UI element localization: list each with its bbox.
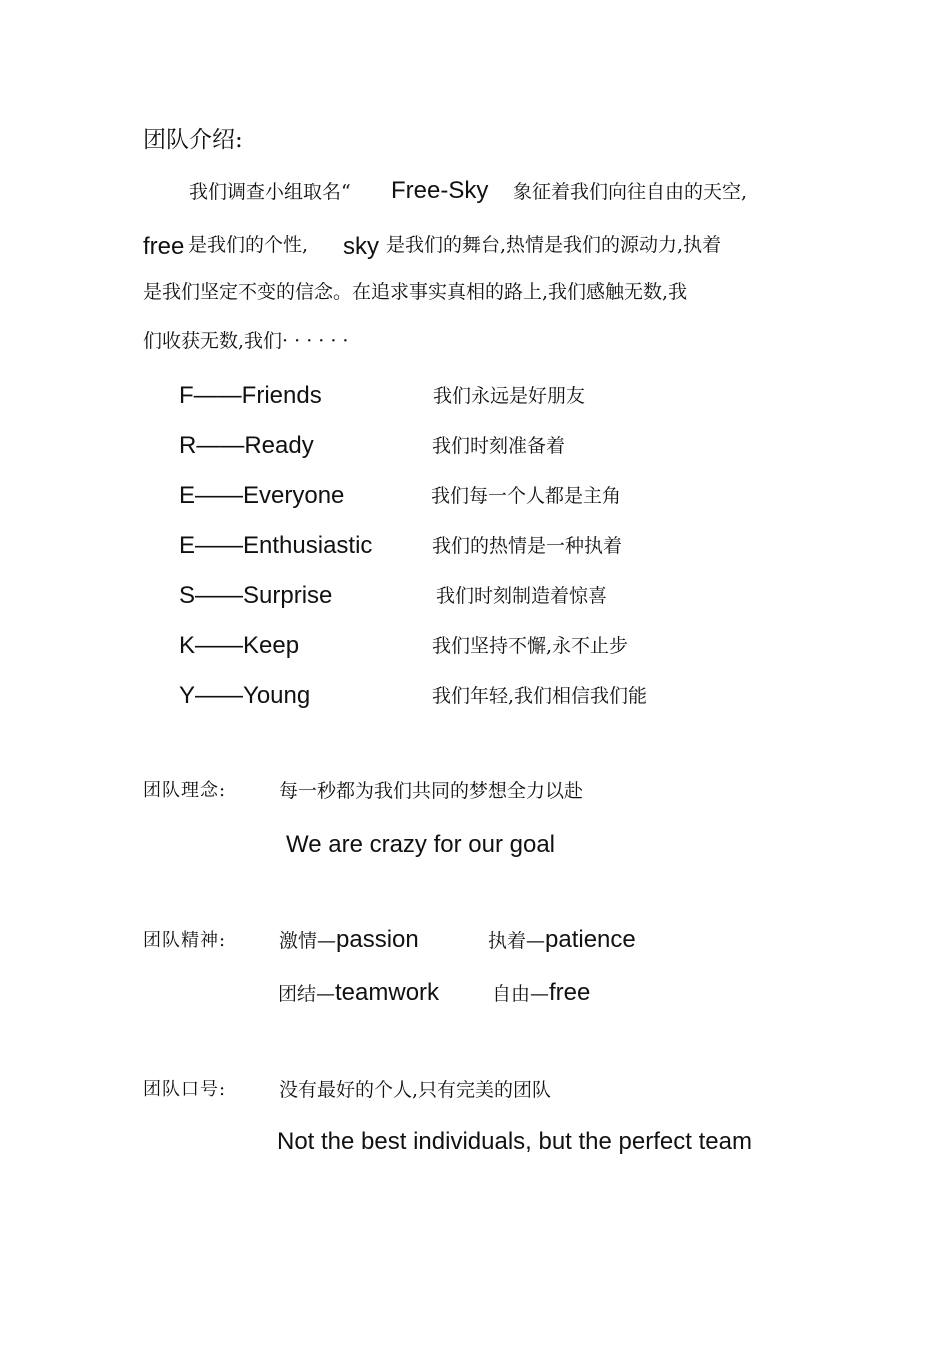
acrostic-row [179,534,372,558]
spirit-item-cn: 执着— [488,930,546,952]
slogan-value-en: Not the best individuals, but the perfect team [277,1128,752,1155]
free-word: free [143,233,185,260]
acrostic-meaning: 我们年轻,我们相信我们能 [432,685,648,707]
acrostic-dash: —— [195,582,244,609]
acrostic-letter: E [179,482,196,509]
team-name: Free-Sky [391,177,489,204]
acrostic-dash: —— [195,482,244,509]
intro-line2-end: 是我们的舞台,热情是我们的源动力,执着 [386,234,722,256]
acrostic-dash: —— [195,682,244,709]
acrostic-word: Enthusiastic [243,532,373,559]
spirit-item [279,928,419,952]
acrostic-meaning: 我们坚持不懈,永不止步 [432,635,629,657]
intro-line1-start: 我们调查小组取名“ [189,181,351,203]
acrostic-meaning: 我们时刻准备着 [432,435,566,457]
spirit-item [488,928,636,952]
spirit-item-cn: 自由— [492,983,550,1005]
acrostic-word: Ready [244,432,314,459]
acrostic-meaning: 我们永远是好朋友 [433,385,586,407]
sky-word: sky [343,233,379,260]
slogan-label: 团队口号: [143,1079,227,1100]
intro-line4: 们收获无数,我们· · · · · · [143,330,349,352]
spirit-item-en: teamwork [335,979,440,1006]
acrostic-dash: —— [193,382,242,409]
acrostic-meaning: 我们时刻制造着惊喜 [436,585,608,607]
slogan-value-cn: 没有最好的个人,只有完美的团队 [279,1079,552,1101]
intro-line3: 是我们坚定不变的信念。在追求事实真相的路上,我们感触无数,我 [143,281,688,303]
acrostic-row [179,684,310,708]
acrostic-dash: —— [195,632,244,659]
acrostic-word: Surprise [243,582,333,609]
acrostic-dash: —— [196,432,245,459]
acrostic-letter: Y [179,682,196,709]
acrostic-meaning: 我们每一个人都是主角 [431,485,622,507]
acrostic-letter: S [179,582,196,609]
acrostic-letter: K [179,632,196,659]
acrostic-row [179,484,344,508]
acrostic-word: Young [243,682,311,709]
spirit-item-cn: 团结— [278,983,336,1005]
intro-line2-start: 是我们的个性, [188,234,309,256]
philosophy-value-cn: 每一秒都为我们共同的梦想全力以赴 [279,780,584,802]
acrostic-word: Keep [243,632,300,659]
acrostic-dash: —— [195,532,244,559]
acrostic-word: Friends [241,382,322,409]
spirit-item [278,981,439,1005]
acrostic-row [179,384,322,408]
spirit-item-en: free [549,979,591,1006]
acrostic-letter: F [179,382,194,409]
intro-line1-end: 象征着我们向往自由的天空, [513,181,748,203]
philosophy-label: 团队理念: [143,780,227,801]
spirit-item-en: patience [545,926,636,953]
spirit-item-en: passion [336,926,419,953]
spirit-item-cn: 激情— [279,930,337,952]
acrostic-row [179,434,314,458]
acrostic-word: Everyone [243,482,345,509]
acrostic-row [179,634,299,658]
philosophy-value-en: We are crazy for our goal [286,831,556,858]
spirit-label: 团队精神: [143,930,227,951]
acrostic-letter: E [179,532,196,559]
acrostic-row [179,584,332,608]
acrostic-letter: R [179,432,197,459]
spirit-item [492,981,590,1005]
intro-heading: 团队介绍: [143,127,243,153]
acrostic-meaning: 我们的热情是一种执着 [432,535,623,557]
